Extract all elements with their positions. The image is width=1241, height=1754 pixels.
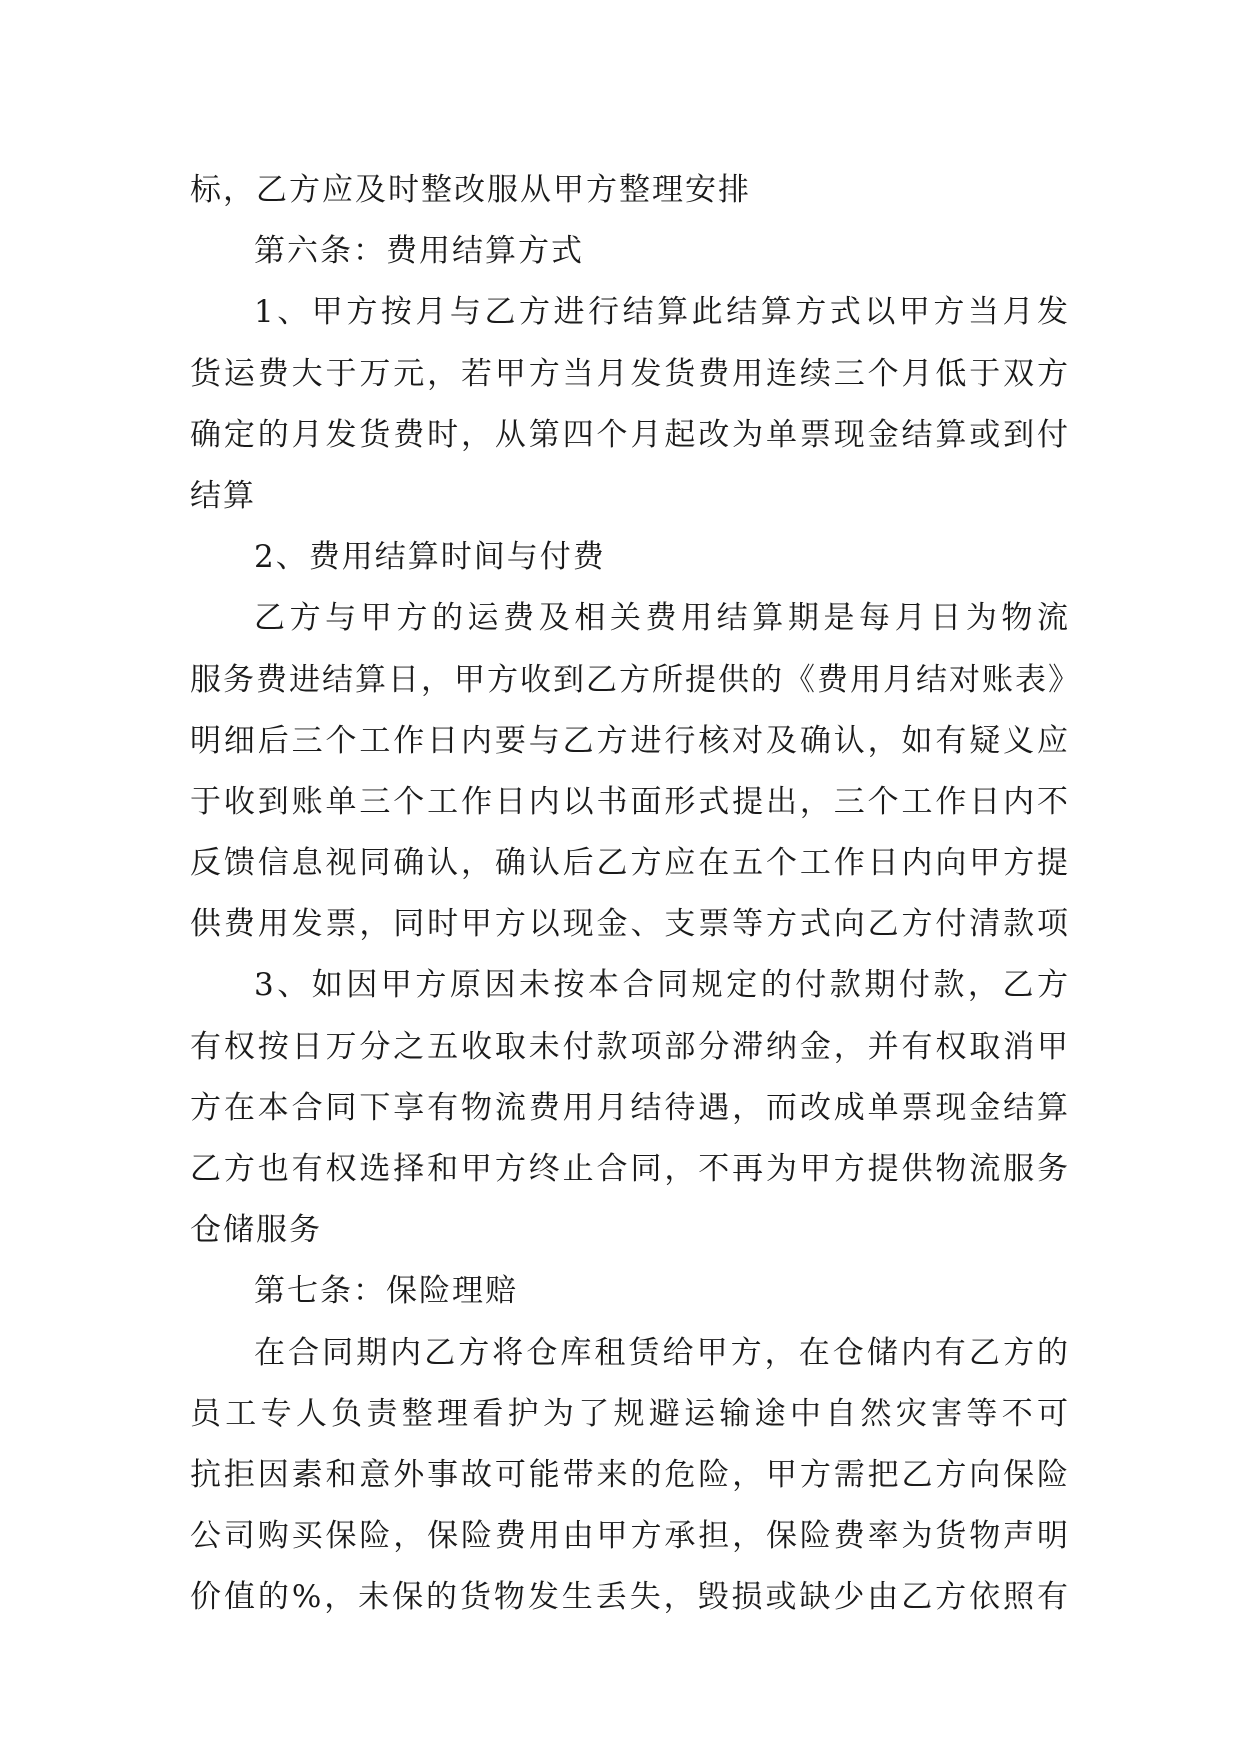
text-line: 有权按日万分之五收取未付款项部分滞纳金，并有权取消甲 [190,1028,1070,1065]
section-heading: 第六条：费用结算方式 [254,233,584,270]
text-line: 1、甲方按月与乙方进行结算此结算方式以甲方当月发 [254,294,1070,331]
text-line: 公司购买保险，保险费用由甲方承担，保险费率为货物声明 [190,1518,1070,1555]
text-line: 在合同期内乙方将仓库租赁给甲方，在仓储内有乙方的 [254,1334,1070,1371]
text-line: 员工专人负责整理看护为了规避运输途中自然灾害等不可 [190,1395,1070,1432]
text-line: 乙方与甲方的运费及相关费用结算期是每月日为物流 [254,600,1070,637]
text-line: 于收到账单三个工作日内以书面形式提出，三个工作日内不 [190,783,1070,820]
section-heading: 第七条：保险理赔 [254,1273,518,1310]
text-line: 价值的%，未保的货物发生丢失，毁损或缺少由乙方依照有 [190,1579,1070,1616]
text-line: 标，乙方应及时整改服从甲方整理安排 [190,172,751,208]
text-line: 乙方也有权选择和甲方终止合同，不再为甲方提供物流服务 [190,1151,1070,1187]
text-line: 确定的月发货费时，从第四个月起改为单票现金结算或到付 [190,416,1070,453]
text-line: 反馈信息视同确认，确认后乙方应在五个工作日内向甲方提 [190,845,1070,882]
text-line: 明细后三个工作日内要与乙方进行核对及确认，如有疑义应 [190,722,1070,759]
text-line: 仓储服务 [190,1212,322,1249]
text-line: 货运费大于万元，若甲方当月发货费用连续三个月低于双方 [190,355,1070,392]
text-line: 供费用发票，同时甲方以现金、支票等方式向乙方付清款项 [190,906,1070,943]
document-body [190,160,1081,1629]
text-line: 3、如因甲方原因未按本合同规定的付款期付款，乙方 [254,967,1070,1004]
subsection-heading: 2、费用结算时间与付费 [254,539,606,576]
text-line: 结算 [190,477,256,514]
text-line: 方在本合同下享有物流费用月结待遇，而改成单票现金结算 [190,1089,1070,1126]
text-line: 抗拒因素和意外事故可能带来的危险，甲方需把乙方向保险 [190,1456,1070,1493]
text-line: 服务费进结算日，甲方收到乙方所提供的《费用月结对账表》 [190,661,1081,698]
